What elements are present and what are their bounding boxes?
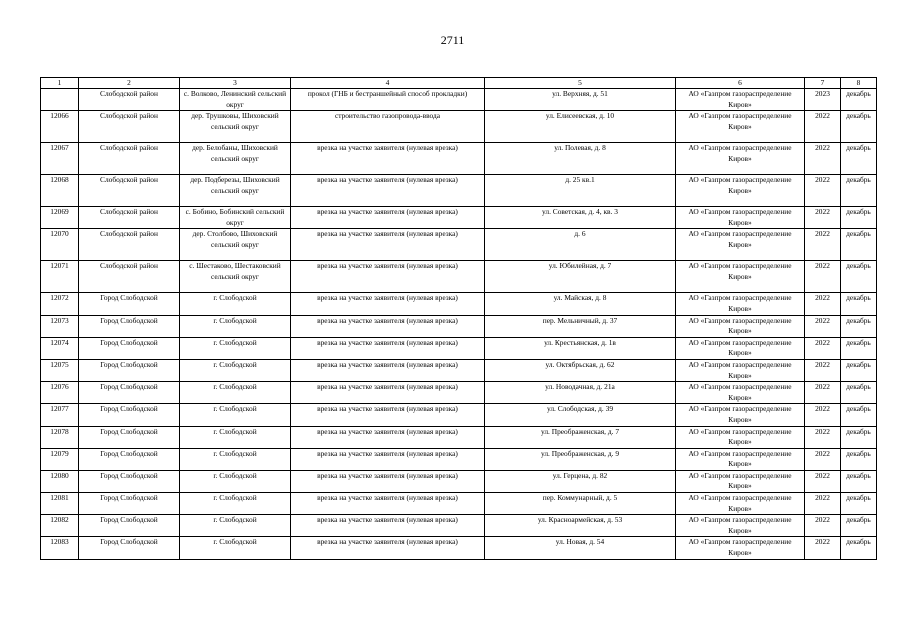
table-row <box>41 143 877 175</box>
work-type-cell: врезка на участке заявителя (нулевая врезка) <box>291 229 485 261</box>
row-number: 12075 <box>41 359 79 381</box>
work-type-cell: врезка на участке заявителя (нулевая врезка) <box>291 143 485 175</box>
work-type-cell: врезка на участке заявителя (нулевая врезка) <box>291 537 485 559</box>
month-cell: декабрь <box>841 293 877 315</box>
address-cell: ул. Слободская, д. 39 <box>485 404 676 426</box>
settlement-cell: дер. Столбово, Шиховский сельский округ <box>180 229 291 261</box>
month-cell: декабрь <box>841 515 877 537</box>
year-cell: 2022 <box>805 404 841 426</box>
month-cell: декабрь <box>841 537 877 559</box>
district-cell: Слободской район <box>79 229 180 261</box>
row-number: 12071 <box>41 261 79 293</box>
month-cell: декабрь <box>841 493 877 515</box>
district-cell: Слободской район <box>79 111 180 143</box>
row-number <box>41 89 79 111</box>
organization-cell: АО «Газпром газораспределение Киров» <box>676 89 805 111</box>
settlement-cell: г. Слободской <box>180 493 291 515</box>
settlement-cell: г. Слободской <box>180 315 291 337</box>
address-cell: пер. Коммунарный, д. 5 <box>485 493 676 515</box>
district-cell: Город Слободской <box>79 515 180 537</box>
year-cell: 2022 <box>805 111 841 143</box>
register-table <box>40 77 877 560</box>
row-number: 12068 <box>41 175 79 207</box>
address-cell: ул. Красноармейская, д. 53 <box>485 515 676 537</box>
column-header: 4 <box>291 78 485 89</box>
row-number: 12069 <box>41 207 79 229</box>
settlement-cell: г. Слободской <box>180 537 291 559</box>
year-cell: 2022 <box>805 382 841 404</box>
address-cell: ул. Верхняя, д. 51 <box>485 89 676 111</box>
settlement-cell: г. Слободской <box>180 293 291 315</box>
month-cell: декабрь <box>841 111 877 143</box>
district-cell: Слободской район <box>79 175 180 207</box>
district-cell: Слободской район <box>79 89 180 111</box>
table-row <box>41 382 877 404</box>
month-cell: декабрь <box>841 337 877 359</box>
settlement-cell: г. Слободской <box>180 448 291 470</box>
month-cell: декабрь <box>841 404 877 426</box>
address-cell: д. 6 <box>485 229 676 261</box>
table-row <box>41 537 877 559</box>
table-row <box>41 337 877 359</box>
district-cell: Город Слободской <box>79 470 180 492</box>
year-cell: 2022 <box>805 175 841 207</box>
settlement-cell: г. Слободской <box>180 515 291 537</box>
column-header: 6 <box>676 78 805 89</box>
year-cell: 2022 <box>805 293 841 315</box>
work-type-cell: строительство газопровода-ввода <box>291 111 485 143</box>
row-number: 12073 <box>41 315 79 337</box>
district-cell: Слободской район <box>79 261 180 293</box>
address-cell: ул. Октябрьская, д. 62 <box>485 359 676 381</box>
table-row <box>41 404 877 426</box>
table-row <box>41 293 877 315</box>
address-cell: ул. Елисеевская, д. 10 <box>485 111 676 143</box>
address-cell: д. 25 кв.1 <box>485 175 676 207</box>
district-cell: Город Слободской <box>79 448 180 470</box>
address-cell: ул. Советская, д. 4, кв. 3 <box>485 207 676 229</box>
table-body <box>41 89 877 560</box>
work-type-cell: врезка на участке заявителя (нулевая врезка) <box>291 382 485 404</box>
organization-cell: АО «Газпром газораспределение Киров» <box>676 175 805 207</box>
year-cell: 2022 <box>805 229 841 261</box>
district-cell: Город Слободской <box>79 404 180 426</box>
address-cell: ул. Новая, д. 54 <box>485 537 676 559</box>
district-cell: Город Слободской <box>79 293 180 315</box>
column-header: 3 <box>180 78 291 89</box>
row-number: 12077 <box>41 404 79 426</box>
district-cell: Город Слободской <box>79 493 180 515</box>
address-cell: ул. Преображенская, д. 7 <box>485 426 676 448</box>
district-cell: Город Слободской <box>79 537 180 559</box>
address-cell: ул. Майская, д. 8 <box>485 293 676 315</box>
settlement-cell: дер. Белобаны, Шиховский сельский округ <box>180 143 291 175</box>
column-header: 5 <box>485 78 676 89</box>
month-cell: декабрь <box>841 175 877 207</box>
settlement-cell: г. Слободской <box>180 382 291 404</box>
settlement-cell: г. Слободской <box>180 337 291 359</box>
row-number: 12067 <box>41 143 79 175</box>
organization-cell: АО «Газпром газораспределение Киров» <box>676 337 805 359</box>
organization-cell: АО «Газпром газораспределение Киров» <box>676 359 805 381</box>
organization-cell: АО «Газпром газораспределение Киров» <box>676 207 805 229</box>
work-type-cell: врезка на участке заявителя (нулевая врезка) <box>291 404 485 426</box>
year-cell: 2022 <box>805 315 841 337</box>
month-cell: декабрь <box>841 426 877 448</box>
organization-cell: АО «Газпром газораспределение Киров» <box>676 229 805 261</box>
address-cell: ул. Преображенская, д. 9 <box>485 448 676 470</box>
work-type-cell: врезка на участке заявителя (нулевая врезка) <box>291 359 485 381</box>
table-row <box>41 493 877 515</box>
table-row <box>41 359 877 381</box>
row-number: 12080 <box>41 470 79 492</box>
column-header: 8 <box>841 78 877 89</box>
year-cell: 2022 <box>805 426 841 448</box>
address-cell: ул. Полевая, д. 8 <box>485 143 676 175</box>
year-cell: 2022 <box>805 515 841 537</box>
row-number: 12078 <box>41 426 79 448</box>
month-cell: декабрь <box>841 143 877 175</box>
table-row <box>41 89 877 111</box>
column-header: 1 <box>41 78 79 89</box>
organization-cell: АО «Газпром газораспределение Киров» <box>676 111 805 143</box>
settlement-cell: с. Шестаково, Шестаковский сельский округ <box>180 261 291 293</box>
district-cell: Слободской район <box>79 143 180 175</box>
year-cell: 2022 <box>805 493 841 515</box>
row-number: 12082 <box>41 515 79 537</box>
work-type-cell: врезка на участке заявителя (нулевая врезка) <box>291 426 485 448</box>
work-type-cell: врезка на участке заявителя (нулевая врезка) <box>291 337 485 359</box>
work-type-cell: врезка на участке заявителя (нулевая врезка) <box>291 261 485 293</box>
organization-cell: АО «Газпром газораспределение Киров» <box>676 426 805 448</box>
address-cell: ул. Крестьянская, д. 1в <box>485 337 676 359</box>
address-cell: ул. Герцена, д. 82 <box>485 470 676 492</box>
row-number: 12081 <box>41 493 79 515</box>
month-cell: декабрь <box>841 470 877 492</box>
row-number: 12072 <box>41 293 79 315</box>
month-cell: декабрь <box>841 89 877 111</box>
column-header: 7 <box>805 78 841 89</box>
year-cell: 2022 <box>805 337 841 359</box>
organization-cell: АО «Газпром газораспределение Киров» <box>676 537 805 559</box>
work-type-cell: врезка на участке заявителя (нулевая врезка) <box>291 493 485 515</box>
table-row <box>41 111 877 143</box>
work-type-cell: врезка на участке заявителя (нулевая врезка) <box>291 175 485 207</box>
organization-cell: АО «Газпром газораспределение Киров» <box>676 493 805 515</box>
table-row <box>41 426 877 448</box>
year-cell: 2022 <box>805 207 841 229</box>
table-row <box>41 261 877 293</box>
month-cell: декабрь <box>841 382 877 404</box>
work-type-cell: прокол (ГНБ и бестраншейный способ прокладки) <box>291 89 485 111</box>
organization-cell: АО «Газпром газораспределение Киров» <box>676 470 805 492</box>
column-header: 2 <box>79 78 180 89</box>
organization-cell: АО «Газпром газораспределение Киров» <box>676 448 805 470</box>
district-cell: Город Слободской <box>79 337 180 359</box>
settlement-cell: дер. Трушковы, Шиховский сельский округ <box>180 111 291 143</box>
organization-cell: АО «Газпром газораспределение Киров» <box>676 143 805 175</box>
row-number: 12076 <box>41 382 79 404</box>
organization-cell: АО «Газпром газораспределение Киров» <box>676 515 805 537</box>
settlement-cell: г. Слободской <box>180 359 291 381</box>
table-row <box>41 515 877 537</box>
settlement-cell: с. Бобино, Бобинский сельский округ <box>180 207 291 229</box>
row-number: 12083 <box>41 537 79 559</box>
organization-cell: АО «Газпром газораспределение Киров» <box>676 261 805 293</box>
address-cell: пер. Мельничный, д. 37 <box>485 315 676 337</box>
year-cell: 2022 <box>805 143 841 175</box>
row-number: 12066 <box>41 111 79 143</box>
month-cell: декабрь <box>841 359 877 381</box>
table-row <box>41 229 877 261</box>
settlement-cell: г. Слободской <box>180 470 291 492</box>
work-type-cell: врезка на участке заявителя (нулевая врезка) <box>291 293 485 315</box>
year-cell: 2022 <box>805 537 841 559</box>
district-cell: Город Слободской <box>79 382 180 404</box>
organization-cell: АО «Газпром газораспределение Киров» <box>676 293 805 315</box>
year-cell: 2022 <box>805 448 841 470</box>
organization-cell: АО «Газпром газораспределение Киров» <box>676 315 805 337</box>
work-type-cell: врезка на участке заявителя (нулевая врезка) <box>291 515 485 537</box>
district-cell: Город Слободской <box>79 426 180 448</box>
organization-cell: АО «Газпром газораспределение Киров» <box>676 404 805 426</box>
work-type-cell: врезка на участке заявителя (нулевая врезка) <box>291 470 485 492</box>
table-row <box>41 448 877 470</box>
district-cell: Город Слободской <box>79 359 180 381</box>
settlement-cell: с. Волково, Ленинский сельский округ <box>180 89 291 111</box>
header-row <box>41 78 877 89</box>
month-cell: декабрь <box>841 207 877 229</box>
year-cell: 2022 <box>805 470 841 492</box>
address-cell: ул. Новодачная, д. 21а <box>485 382 676 404</box>
table-row <box>41 175 877 207</box>
row-number: 12070 <box>41 229 79 261</box>
settlement-cell: г. Слободской <box>180 404 291 426</box>
work-type-cell: врезка на участке заявителя (нулевая врезка) <box>291 315 485 337</box>
organization-cell: АО «Газпром газораспределение Киров» <box>676 382 805 404</box>
settlement-cell: дер. Подберезы, Шиховский сельский округ <box>180 175 291 207</box>
row-number: 12079 <box>41 448 79 470</box>
month-cell: декабрь <box>841 448 877 470</box>
work-type-cell: врезка на участке заявителя (нулевая врезка) <box>291 448 485 470</box>
district-cell: Город Слободской <box>79 315 180 337</box>
month-cell: декабрь <box>841 315 877 337</box>
year-cell: 2022 <box>805 261 841 293</box>
month-cell: декабрь <box>841 261 877 293</box>
table-row <box>41 315 877 337</box>
year-cell: 2022 <box>805 359 841 381</box>
settlement-cell: г. Слободской <box>180 426 291 448</box>
work-type-cell: врезка на участке заявителя (нулевая врезка) <box>291 207 485 229</box>
year-cell: 2023 <box>805 89 841 111</box>
page-number: 2711 <box>440 33 465 47</box>
table-row <box>41 470 877 492</box>
table-row <box>41 207 877 229</box>
district-cell: Слободской район <box>79 207 180 229</box>
address-cell: ул. Юбилейная, д. 7 <box>485 261 676 293</box>
row-number: 12074 <box>41 337 79 359</box>
month-cell: декабрь <box>841 229 877 261</box>
